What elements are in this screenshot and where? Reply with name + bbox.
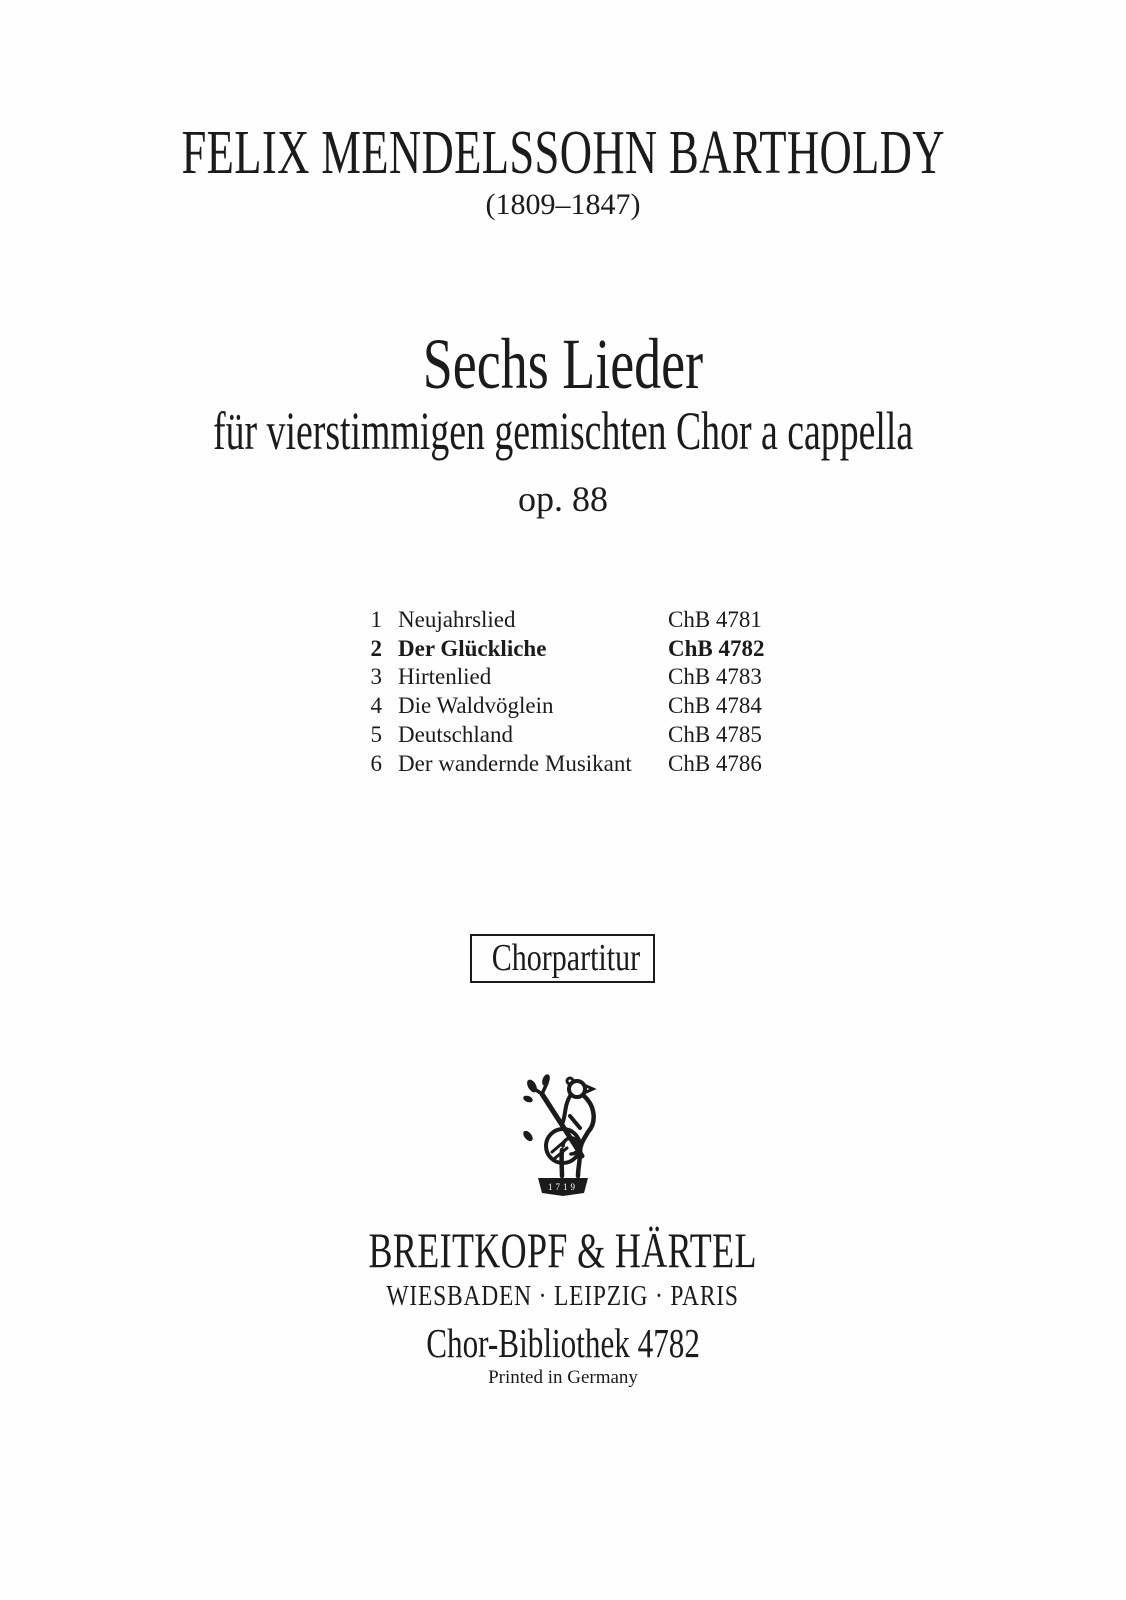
work-subtitle <box>0 401 1126 461</box>
work-number: 4 <box>370 693 382 719</box>
works-list-row <box>366 692 765 721</box>
branch-leaves-icon <box>521 1073 551 1143</box>
work-number: 6 <box>370 750 382 776</box>
edition-label-box <box>470 934 655 983</box>
founding-year-text: 1719 <box>548 1182 578 1192</box>
printed-in-germany-note: Printed in Germany <box>488 1367 638 1388</box>
publisher-cities <box>0 1282 1126 1311</box>
composer-name <box>0 119 1126 187</box>
work-title <box>0 324 1126 404</box>
work-name: Der wandernde Musikant <box>398 750 632 776</box>
composer-dates: (1809–1847) <box>485 188 641 221</box>
publisher-name <box>0 1222 1126 1278</box>
composer-name-text: FELIX MENDELSSOHN BARTHOLDY <box>181 119 945 187</box>
works-list <box>366 606 765 778</box>
series-number-text: Chor-Bibliothek 4782 <box>426 1320 700 1366</box>
work-subtitle-text: für vierstimmigen gemischten Chor a cappella <box>212 401 914 461</box>
work-number: 5 <box>370 721 382 747</box>
work-number: 2 <box>370 635 382 661</box>
work-catalog-number: ChB 4781 <box>668 607 762 632</box>
work-title-text: Sechs Lieder <box>422 324 704 404</box>
work-name: Neujahrslied <box>398 607 516 632</box>
works-list-row <box>366 750 765 779</box>
work-catalog-number: ChB 4785 <box>668 721 762 747</box>
publisher-name-text: BREITKOPF & HÄRTEL <box>368 1222 758 1278</box>
breitkopf-bear-logo-icon <box>518 1072 608 1196</box>
work-catalog-number: ChB 4782 <box>668 635 765 661</box>
founding-year-banner <box>538 1178 588 1196</box>
works-list-row-highlighted <box>366 635 765 664</box>
work-name: Deutschland <box>398 721 513 747</box>
series-number <box>0 1320 1126 1366</box>
work-catalog-number: ChB 4786 <box>668 750 762 776</box>
work-number: 1 <box>370 607 382 632</box>
works-list-row <box>366 606 765 635</box>
work-number: 3 <box>370 664 382 690</box>
work-name: Die Waldvöglein <box>398 693 554 719</box>
works-list-row <box>366 721 765 750</box>
work-catalog-number: ChB 4783 <box>668 664 762 690</box>
work-name: Der Glückliche <box>398 635 547 661</box>
works-list-row <box>366 663 765 692</box>
opus-number: op. 88 <box>518 479 608 519</box>
work-name: Hirtenlied <box>398 664 492 690</box>
edition-label-text: Chorpartitur <box>491 937 641 979</box>
publisher-cities-text: WIESBADEN · LEIPZIG · PARIS <box>386 1280 740 1312</box>
work-catalog-number: ChB 4784 <box>668 693 762 719</box>
